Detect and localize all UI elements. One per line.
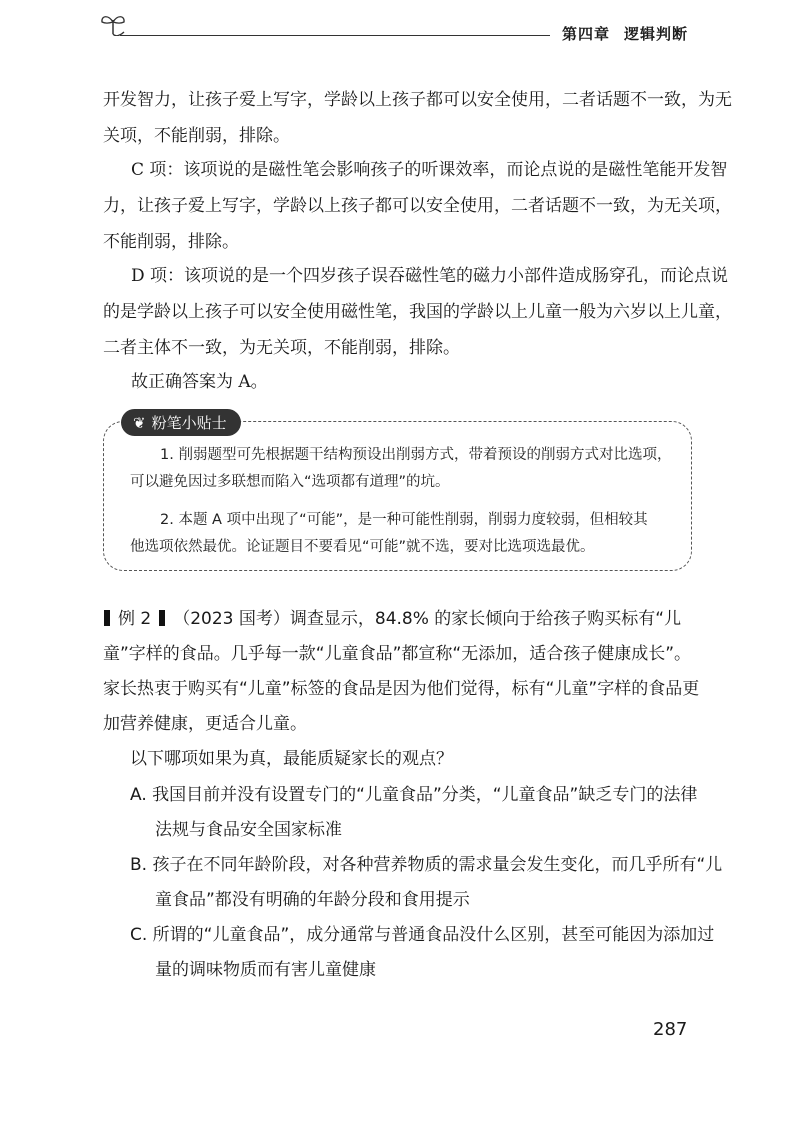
header-rule	[120, 35, 550, 36]
option-c	[130, 918, 715, 988]
analysis-paragraph-c	[103, 152, 732, 260]
text-line: 童食品”都没有明确的年龄分段和食用提示	[155, 890, 470, 910]
chapter-heading	[562, 23, 702, 44]
text-line: 二者主体不一致，为无关项，不能削弱，排除。	[103, 338, 460, 358]
page-number: 287	[653, 1019, 688, 1040]
option-b	[130, 848, 723, 918]
page-header	[0, 0, 800, 60]
sprout-icon	[98, 10, 128, 36]
text-line: C. 所谓的“儿童食品”，成分通常与普通食品没什么区别，甚至可能因为添加过	[130, 925, 715, 945]
text-line: A. 我国目前并没有设置专门的“儿童食品”分类，“儿童食品”缺乏专门的法律	[130, 785, 698, 805]
tip-item-1	[130, 442, 690, 496]
text-line: B. 孩子在不同年龄阶段，对各种营养物质的需求量会发生变化，而几乎所有“儿	[130, 855, 723, 875]
text-line: C 项：该项说的是磁性笔会影响孩子的听课效率，而论点说的是磁性笔能开发智	[131, 160, 728, 180]
text-line: 力，让孩子爱上写字，学龄以上孩子都可以安全使用，二者话题不一致，为无关项，	[103, 196, 732, 216]
example-marker	[104, 610, 110, 626]
example-label: 例 2	[118, 609, 152, 629]
text-line: 他选项依然最优。论证题目不要看见“可能”就不选，要对比选项选最优。	[130, 539, 595, 555]
option-a	[130, 778, 710, 848]
answer-conclusion	[131, 364, 731, 400]
text-line: 童”字样的食品。几乎每一款“儿童食品”都宣称“无添加，适合孩子健康成长”。	[103, 644, 692, 664]
text-line: 不能削弱，排除。	[103, 232, 239, 252]
question-text: 以下哪项如果为真，最能质疑家长的观点？	[130, 749, 453, 769]
chapter-title: 逻辑判断	[624, 25, 689, 43]
tip-item-2	[130, 507, 690, 561]
chapter-number: 第四章	[562, 25, 611, 43]
example-stem	[103, 602, 703, 742]
example-marker	[159, 610, 165, 626]
text-line: 开发智力，让孩子爱上写字，学龄以上孩子都可以安全使用，二者话题不一致，为无	[103, 90, 732, 110]
text-line: 法规与食品安全国家标准	[155, 820, 342, 840]
text-line: 故正确答案为 A。	[131, 372, 268, 392]
sprout-icon: ❦	[133, 414, 146, 432]
text-line: 量的调味物质而有害儿童健康	[155, 960, 376, 980]
text-line: 可以避免因过多联想而陷入“选项都有道理”的坑。	[130, 474, 450, 490]
analysis-paragraph-d	[103, 258, 732, 366]
text-line: 2. 本题 A 项中出现了“可能”，是一种可能性削弱，削弱力度较弱，但相较其	[160, 512, 648, 528]
text-line: 家长热衷于购买有“儿童”标签的食品是因为他们觉得，标有“儿童”字样的食品更	[103, 679, 700, 699]
text-line: 的是学龄以上孩子可以安全使用磁性笔，我国的学龄以上儿童一般为六岁以上儿童，	[103, 302, 732, 322]
tip-title-badge	[121, 409, 241, 436]
text-line: D 项：该项说的是一个四岁孩子误吞磁性笔的磁力小部件造成肠穿孔，而论点说	[131, 266, 729, 286]
analysis-paragraph-b	[103, 82, 732, 154]
text-line: 加营养健康，更适合儿童。	[103, 714, 307, 734]
text-line: 1. 削弱题型可先根据题干结构预设出削弱方式，带着预设的削弱方式对比选项，	[160, 447, 672, 463]
text-line: （2023 国考）调查显示，84.8% 的家长倾向于给孩子购买标有“儿	[173, 609, 682, 629]
text-line: 关项，不能削弱，排除。	[103, 126, 290, 146]
tip-title: 粉笔小贴士	[151, 414, 227, 432]
